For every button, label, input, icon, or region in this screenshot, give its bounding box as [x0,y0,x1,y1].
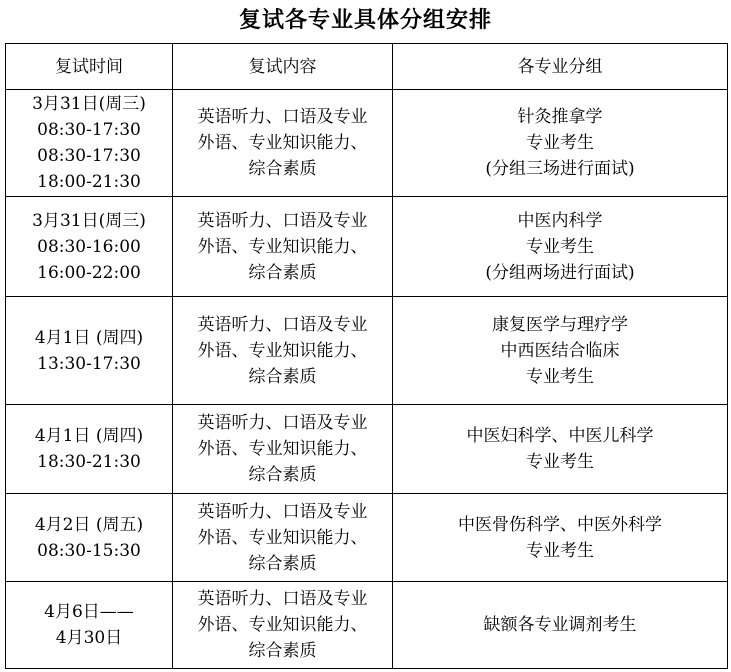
time-cell-line: 3月31日(周三) [32,94,146,114]
time-cell-line: 4月30日 [55,628,123,648]
content-cell [173,405,393,494]
schedule-body [6,90,728,669]
group-cell-line: (分组两场进行面试) [485,262,635,283]
time-cell-line: 4月2日 (周五) [34,514,144,535]
group-cell-line: 专业考生 [526,540,594,561]
time-cell [6,297,173,405]
time-cell-line: 08:30-15:30 [37,540,141,561]
content-cell-line: 英语听力、口语及专业 [197,314,368,335]
content-cell-line: 英语听力、口语及专业 [197,501,368,522]
time-cell-line: 18:30-21:30 [37,452,141,472]
time-cell-line: 08:30-17:30 [37,146,141,166]
content-cell-line: 英语听力、口语及专业 [197,413,368,433]
group-cell [393,405,728,494]
header-time: 复试时间 [6,44,173,90]
content-cell-line: 综合素质 [248,366,317,387]
time-cell [6,197,173,297]
time-cell-line: 18:00-21:30 [37,172,141,192]
content-cell-line: 外语、专业知识能力、 [197,527,368,548]
content-cell-line: 外语、专业知识能力、 [197,439,368,459]
content-cell-line: 综合素质 [248,465,317,485]
time-cell-line: 08:30-16:00 [37,236,141,257]
content-cell [173,90,393,197]
header-content: 复试内容 [173,44,393,90]
group-cell-line: 中医内科学 [517,210,603,231]
content-cell-line: 外语、专业知识能力、 [197,133,368,153]
content-cell-line: 外语、专业知识能力、 [197,236,368,257]
group-cell [393,90,728,197]
time-cell [6,405,173,494]
group-cell [393,297,728,405]
page-title: 复试各专业具体分组安排 [238,7,492,33]
content-cell [173,197,393,297]
content-cell-line: 综合素质 [248,262,317,283]
time-cell-line: 4月1日 (周四) [34,327,144,348]
schedule-table [5,43,728,669]
content-cell [173,494,393,582]
content-cell-line: 综合素质 [248,553,317,574]
content-cell [173,582,393,669]
time-cell-line: 08:30-17:30 [37,120,141,140]
group-cell-line: 缺额各专业调剂考生 [483,615,637,635]
table-row [6,494,728,582]
group-cell-line: 康复医学与理疗学 [492,314,628,335]
content-cell-line: 英语听力、口语及专业 [197,210,368,231]
table-row [6,582,728,669]
table-row [6,297,728,405]
group-cell-line: 专业考生 [526,236,594,257]
group-cell-line: 专业考生 [526,366,594,387]
group-cell [393,494,728,582]
table-row [6,197,728,297]
table-row [6,405,728,494]
group-cell-line: 中西医结合临床 [500,340,620,361]
header-row [6,44,728,90]
group-cell-line: 中医骨伤科学、中医外科学 [458,514,662,535]
header-group: 各专业分组 [393,44,728,90]
content-cell-line: 外语、专业知识能力、 [197,340,368,361]
time-cell [6,582,173,669]
time-cell-line: 3月31日(周三) [32,210,146,231]
group-cell-line: (分组三场进行面试) [485,159,635,179]
content-cell-line: 英语听力、口语及专业 [197,107,368,127]
time-cell-line: 4月1日 (周四) [34,426,144,446]
group-cell [393,197,728,297]
content-cell-line: 外语、专业知识能力、 [197,615,368,635]
group-cell-line: 针灸推拿学 [517,107,603,127]
group-cell [393,582,728,669]
group-cell-line: 中医妇科学、中医儿科学 [466,426,654,446]
time-cell [6,90,173,197]
content-cell-line: 综合素质 [248,159,317,179]
content-cell-line: 英语听力、口语及专业 [197,589,368,609]
group-cell-line: 专业考生 [526,452,594,472]
content-cell [173,297,393,405]
time-cell-line: 16:00-22:00 [37,262,141,283]
time-cell-line: 13:30-17:30 [37,353,141,374]
group-cell-line: 专业考生 [526,133,594,153]
time-cell [6,494,173,582]
time-cell-line: 4月6日—— [44,602,134,622]
content-cell-line: 综合素质 [248,641,317,661]
table-row [6,90,728,197]
